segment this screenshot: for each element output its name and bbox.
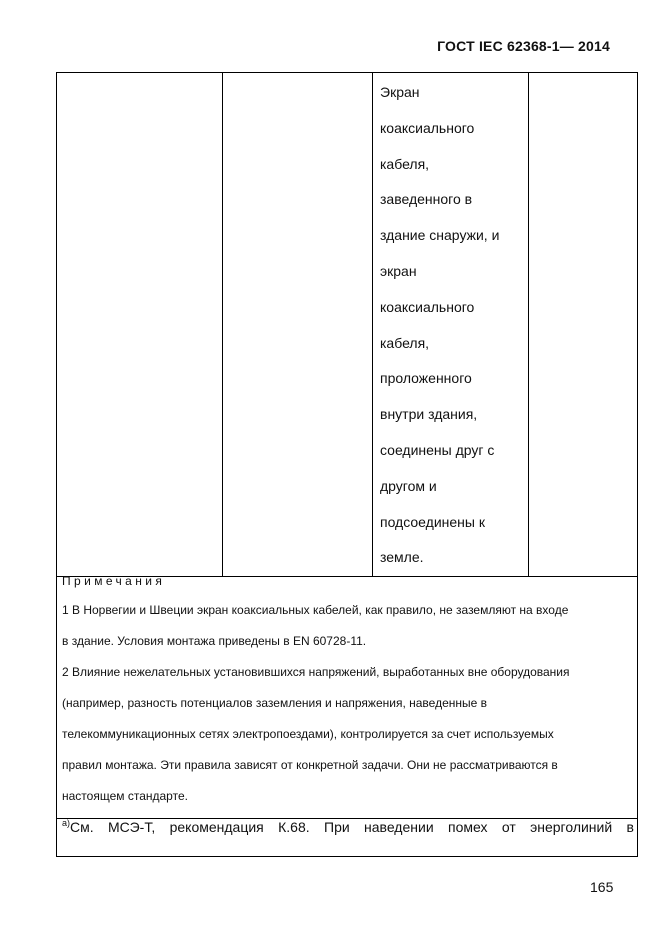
footnote-word: в xyxy=(626,819,634,835)
cell-line: кабеля, xyxy=(380,334,430,351)
footnote-word: наведении xyxy=(364,819,434,835)
cell-line: другом и xyxy=(380,477,437,494)
note-line: 2 Влияние нежелательных установившихся напряжений, выработанных вне оборудования xyxy=(62,665,570,679)
cell-line: экран xyxy=(380,262,417,279)
note-line: настоящем стандарте. xyxy=(62,789,188,803)
footnote-word: от xyxy=(501,819,516,835)
footnote-word: энерголиний xyxy=(530,819,613,835)
cell-line: здание снаружи, и xyxy=(380,227,500,244)
cell-line: проложенного xyxy=(380,370,472,387)
notes-section xyxy=(62,576,634,812)
footnote-word: К.68. xyxy=(278,819,310,835)
note-line: телекоммуникационных сетях электропоездами), контролируется за счет используемых xyxy=(62,727,554,741)
footnote-word: При xyxy=(324,819,350,835)
cell-line: коаксиального xyxy=(380,298,475,315)
footnote xyxy=(62,819,634,835)
cell-line: кабеля, xyxy=(380,155,430,172)
document-header: ГОСТ IEC 62368-1— 2014 xyxy=(437,38,610,54)
table-cell-description xyxy=(380,75,530,576)
cell-line: подсоединены к xyxy=(380,513,485,530)
cell-line: внутри здания, xyxy=(380,406,478,423)
note-line: в здание. Условия монтажа приведены в EN 60728-11. xyxy=(62,634,367,648)
footnote-marker: а) xyxy=(62,818,71,828)
notes-title: Примечания xyxy=(62,574,166,588)
cell-line: коаксиального xyxy=(380,119,475,136)
cell-line: земле. xyxy=(380,549,424,566)
column-divider-1 xyxy=(222,73,223,576)
note-line: правил монтажа. Эти правила зависят от конкретной задачи. Они не рассматриваются в xyxy=(62,758,558,772)
footnote-word: помех xyxy=(448,819,488,835)
cell-line: заведенного в xyxy=(380,191,473,208)
note-line: (например, разность потенциалов заземления и напряжения, наведенные в xyxy=(62,696,488,710)
footnote-first-word: $^{а)}$См. xyxy=(62,818,94,835)
requirements-table xyxy=(56,72,638,857)
note-line: 1 В Норвегии и Швеции экран коаксиальных кабелей, как правило, не заземляют на входе xyxy=(62,603,569,617)
footnote-word: МСЭ-Т, xyxy=(108,819,156,835)
cell-line: Экран xyxy=(380,84,420,100)
column-divider-2 xyxy=(372,73,373,576)
cell-line: соединены друг с xyxy=(380,441,495,458)
footnote-word: рекомендация xyxy=(169,819,264,835)
page-number: 165 xyxy=(590,879,614,895)
